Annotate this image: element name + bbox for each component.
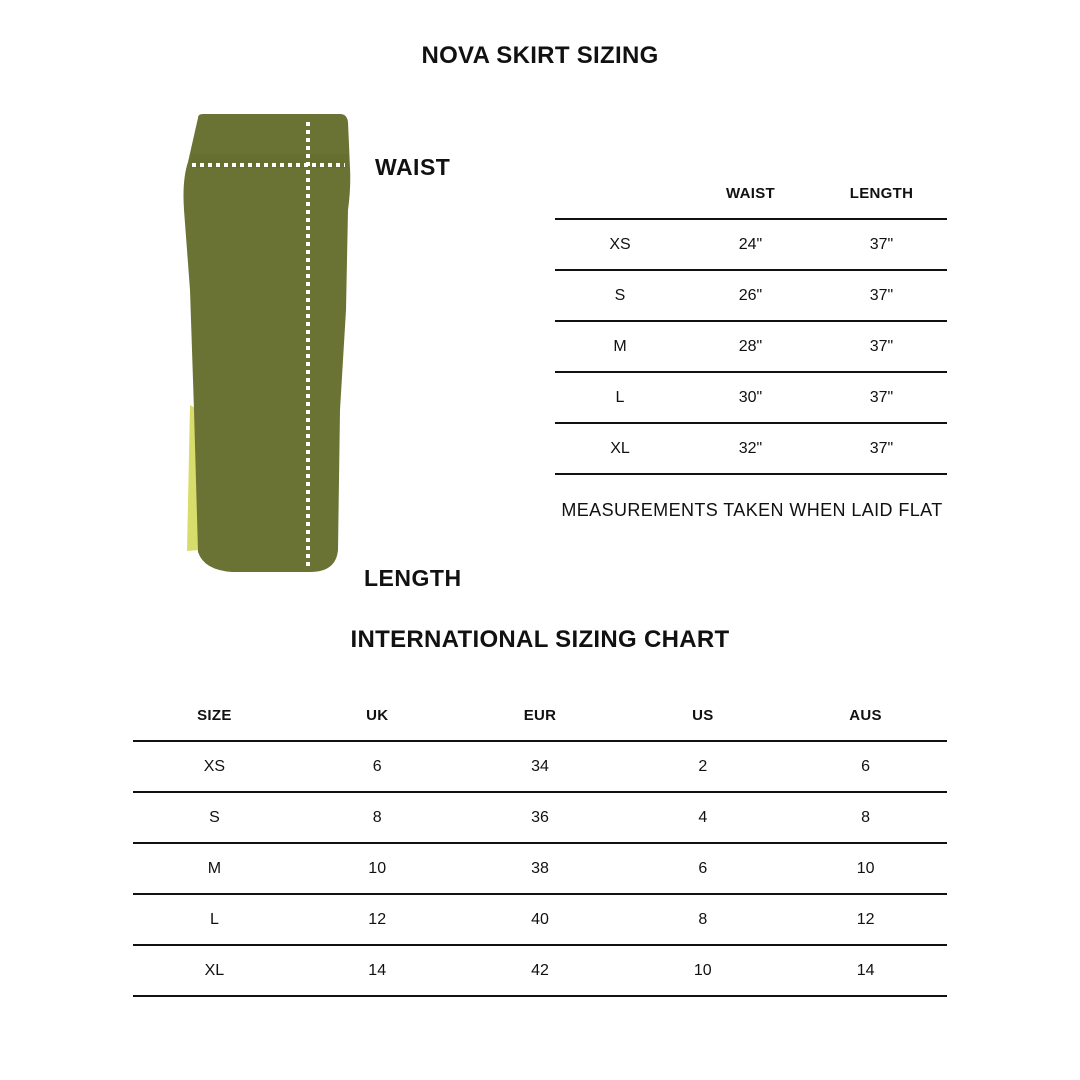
page-title: NOVA SKIRT SIZING [421,42,659,69]
column-header-uk: UK [296,690,459,741]
eur-cell: 40 [459,894,622,945]
us-cell: 8 [621,894,784,945]
size-measurement-table [555,168,947,475]
skirt-waistband-shade [190,154,348,168]
size-cell: XS [555,219,685,270]
table-row [555,219,947,270]
aus-cell: 12 [784,894,947,945]
table-row [133,741,947,792]
eur-cell: 38 [459,843,622,894]
skirt-body [184,114,351,572]
length-cell: 37" [816,219,947,270]
column-header-length: LENGTH [816,168,947,219]
eur-cell: 36 [459,792,622,843]
table-row [555,321,947,372]
eur-cell: 34 [459,741,622,792]
skirt-illustration [170,110,370,590]
waist-cell: 30" [685,372,816,423]
uk-cell: 14 [296,945,459,996]
table-header-row [555,168,947,219]
length-cell: 37" [816,321,947,372]
table-row [555,423,947,474]
waist-label: WAIST [375,154,451,180]
size-cell: S [133,792,296,843]
us-cell: 4 [621,792,784,843]
size-cell: S [555,270,685,321]
waist-cell: 28" [685,321,816,372]
us-cell: 2 [621,741,784,792]
size-cell: M [555,321,685,372]
uk-cell: 10 [296,843,459,894]
table-row [555,270,947,321]
uk-cell: 8 [296,792,459,843]
table-row [133,945,947,996]
size-cell: L [555,372,685,423]
size-cell: XS [133,741,296,792]
column-header-aus: AUS [784,690,947,741]
aus-cell: 10 [784,843,947,894]
measurement-note: MEASUREMENTS TAKEN WHEN LAID FLAT [561,500,943,520]
table-header-row [133,690,947,741]
size-cell: L [133,894,296,945]
waist-cell: 26" [685,270,816,321]
table-row [133,894,947,945]
column-header-us: US [621,690,784,741]
table-row [555,372,947,423]
uk-cell: 12 [296,894,459,945]
column-header-size: SIZE [133,690,296,741]
length-cell: 37" [816,270,947,321]
aus-cell: 14 [784,945,947,996]
length-cell: 37" [816,423,947,474]
column-header [555,168,685,219]
column-header-eur: EUR [459,690,622,741]
waist-cell: 32" [685,423,816,474]
section-title: INTERNATIONAL SIZING CHART [350,626,730,653]
length-label: LENGTH [364,565,462,591]
aus-cell: 6 [784,741,947,792]
waist-cell: 24" [685,219,816,270]
us-cell: 6 [621,843,784,894]
size-cell: XL [133,945,296,996]
eur-cell: 42 [459,945,622,996]
column-header-waist: WAIST [685,168,816,219]
length-cell: 37" [816,372,947,423]
size-cell: M [133,843,296,894]
table-row [133,843,947,894]
table-row [133,792,947,843]
aus-cell: 8 [784,792,947,843]
us-cell: 10 [621,945,784,996]
size-cell: XL [555,423,685,474]
uk-cell: 6 [296,741,459,792]
international-sizing-table [133,690,947,997]
